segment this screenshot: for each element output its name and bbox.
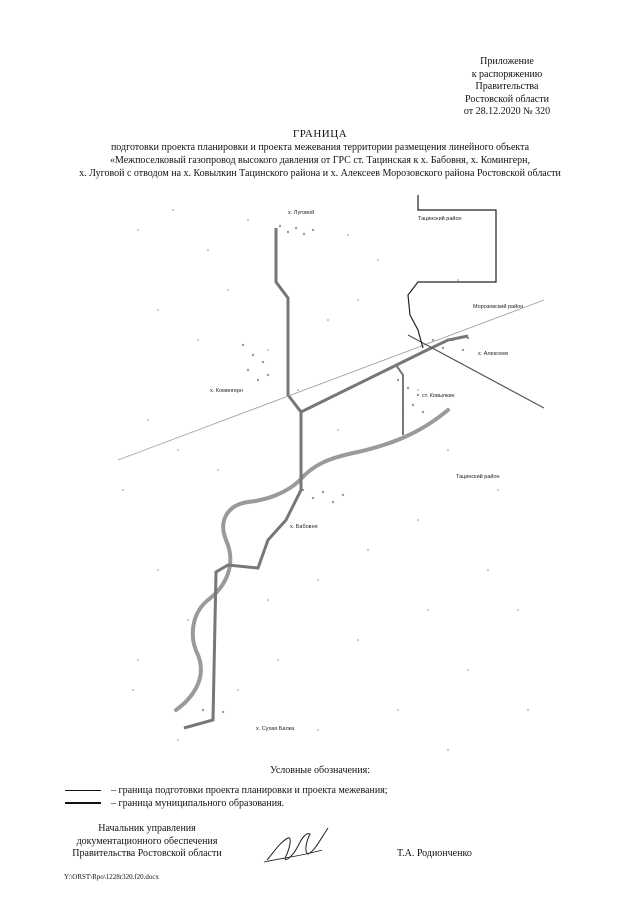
subtitle-line: подготовки проекта планировки и проекта межевания территории размещения линейного объекта [110,142,530,153]
terrain-texture [122,209,529,751]
position-line: Начальник управления [98,823,196,834]
legend-item-municipal-boundary [65,797,284,809]
appendix-line: к распоряжению [471,68,543,80]
boundary-map [118,190,544,760]
legend-text: – граница муниципального образования. [111,797,285,809]
label-lugovoy: х. Луговой [288,210,315,216]
position-line: документационного обеспечения [76,835,218,847]
legend-line-thin [65,790,101,791]
subtitle-line: х. Луговой с отводом на х. Ковылкин Тацинского района и х. Алексеев Морозовского района Ростовской области [79,168,561,179]
signer-name: Т.А. Родионченко [397,848,472,859]
appendix-line: Правительства [475,81,539,92]
road-line [118,300,544,460]
signatory-position [62,823,232,861]
subtitle-line: «Межпоселковый газопровод высокого давления от ГРС ст. Тацинская к х. Бабовня, х. Комингерн, [109,155,531,166]
label-tatsinsky-district-1: Тацинский район [418,216,462,222]
label-kovylkin: ст. Ковылкин [422,393,455,399]
appendix-line: Приложение [480,56,534,67]
handwritten-signature [262,822,332,872]
label-komingern: х. Комингерн [210,388,243,394]
label-morozovsky-district: Морозовский район [473,304,524,310]
document-heading [0,128,640,180]
pipeline-corridor [184,228,301,728]
document-title: ГРАНИЦА [292,128,348,140]
legend-title: Условные обозначения: [269,765,370,776]
label-sukhaya-balka: х. Сухая Балка [256,726,295,732]
label-babovnya: х. Бабовня [290,524,318,530]
label-tatsinsky-district-2: Тацинский район [456,474,500,480]
file-path: Y:\ORST\Rpo\1228r320.f20.docx [64,873,160,881]
document-subtitle [0,141,640,180]
appendix-header [442,56,572,119]
river [176,410,448,710]
pipeline-branch-kovylkin [396,365,403,435]
appendix-line: от 28.12.2020 № 320 [463,106,551,117]
settlement-areas [202,225,469,719]
appendix-line: Ростовской области [465,93,549,105]
position-line: Правительства Ростовской области [72,848,222,859]
legend-line-thick [65,802,101,804]
legend-item-planning-boundary [65,784,388,796]
legend-text: – граница подготовки проекта планировки и проекта межевания; [111,784,388,796]
label-alekseev: х. Алексеев [478,351,509,357]
